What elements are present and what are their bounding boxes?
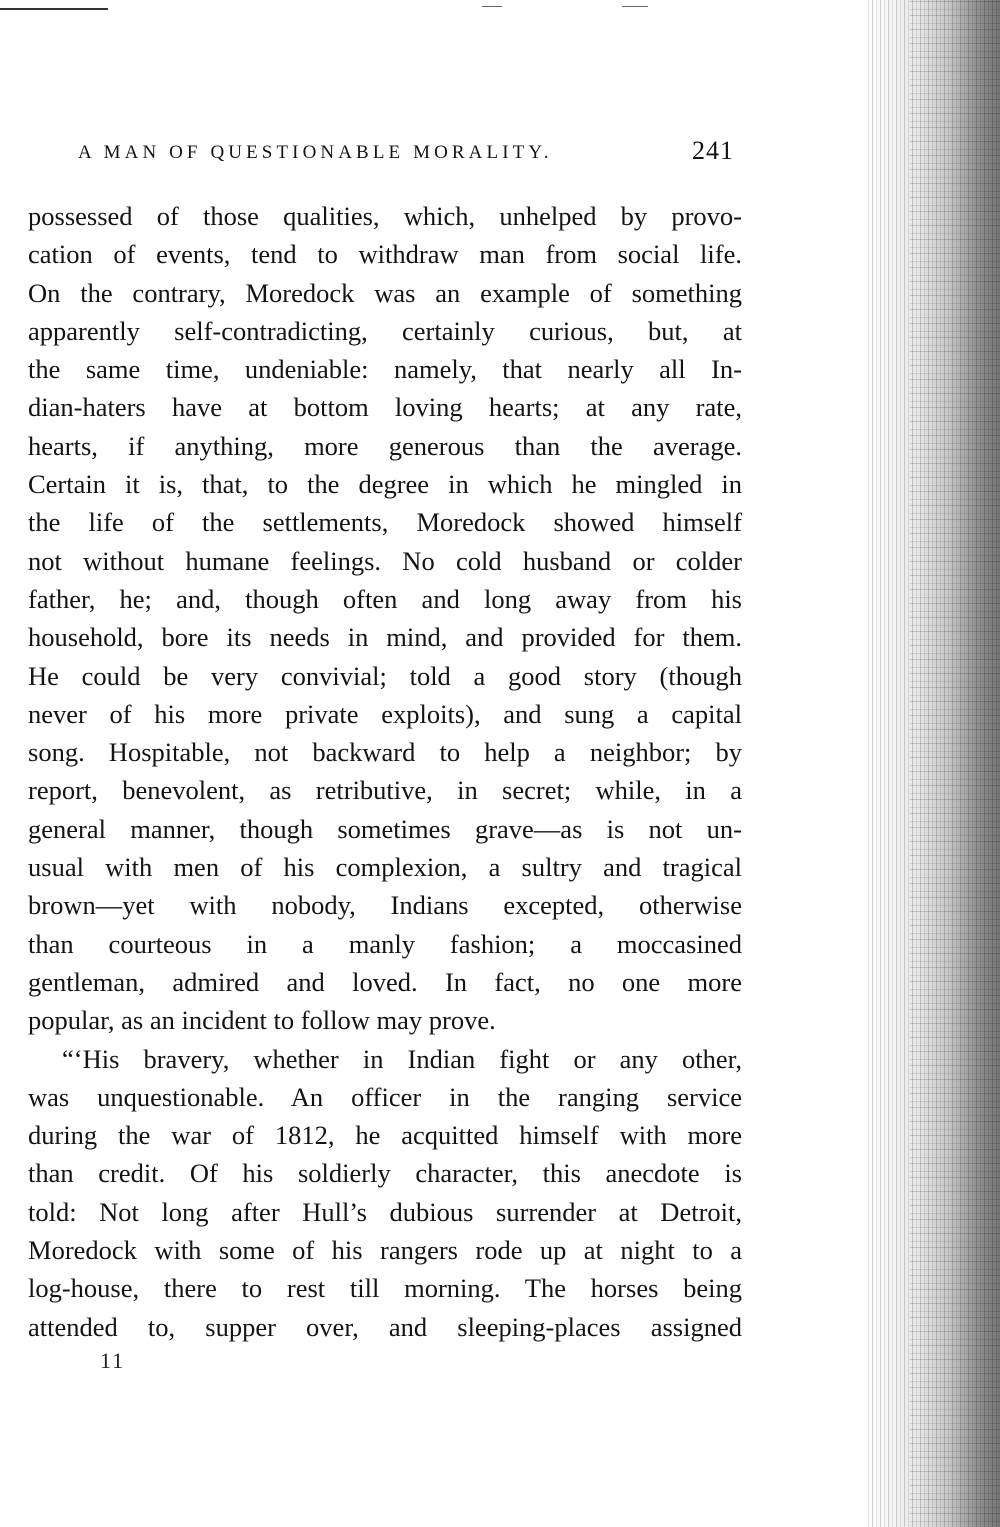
text-line: not without humane feelings. No cold husband or colder [28,545,742,576]
text-line: hearts, if anything, more generous than the average. [28,430,742,461]
text-line: On the contrary, Moredock was an example of something [28,277,742,308]
text-line: apparently self-contradicting, certainly curious, but, at [28,315,742,346]
signature-mark: 11 [100,1348,126,1373]
text-line: possessed of those qualities, which, unhelped by provo- [28,201,742,231]
text-line: than credit. Of his soldierly character, this anecdote is [28,1158,742,1189]
print-speck [622,6,648,7]
text-line: brown—yet with nobody, Indians excepted, otherwise [28,890,742,921]
text-line: never of his more private exploits), and sung a capital [28,698,742,729]
text-line: general manner, though sometimes grave—as is not un- [28,813,742,844]
text-line: the life of the settlements, Moredock showed himself [28,507,742,538]
text-line: “‘His bravery, whether in Indian fight or any other, [62,1043,742,1074]
text-line: dian-haters have at bottom loving hearts; at any rate, [28,392,742,423]
page-gutter-texture [910,0,1000,1527]
text-line: Moredock with some of his rangers rode up at night to a [28,1235,742,1266]
text-line: Certain it is, that, to the degree in which he mingled in [28,469,742,500]
text-line: household, bore its needs in mind, and provided for them. [28,622,742,653]
text-line: cation of events, tend to withdraw man from social life. [28,239,742,270]
running-title: A MAN OF QUESTIONABLE MORALITY. [78,142,553,163]
print-speck [482,6,502,7]
text-line: the same time, undeniable: namely, that nearly all In- [28,354,742,385]
page-number: 241 [692,136,734,165]
running-head [78,136,734,172]
text-line: told: Not long after Hull’s dubious surrender at Detroit, [28,1196,742,1227]
text-line: than courteous in a manly fashion; a moccasined [28,928,742,959]
top-rule [0,8,108,10]
text-line: song. Hospitable, not backward to help a neighbor; by [28,737,742,768]
text-line: gentleman, admired and loved. In fact, no one more [28,966,742,997]
text-line: log-house, there to rest till morning. The horses being [28,1273,742,1304]
text-line: report, benevolent, as retributive, in secret; while, in a [28,775,742,806]
text-line: usual with men of his complexion, a sultry and tragical [28,852,742,883]
text-line: attended to, supper over, and sleeping-places assigned [28,1311,742,1342]
text-line: He could be very convivial; told a good story (though [28,660,742,691]
body-text [28,197,742,1346]
text-line: during the war of 1812, he acquitted himself with more [28,1120,742,1151]
text-line: was unquestionable. An officer in the ranging service [28,1081,742,1112]
text-line: popular, as an incident to follow may prove. [28,1005,496,1036]
text-line: father, he; and, though often and long away from his [28,583,742,614]
